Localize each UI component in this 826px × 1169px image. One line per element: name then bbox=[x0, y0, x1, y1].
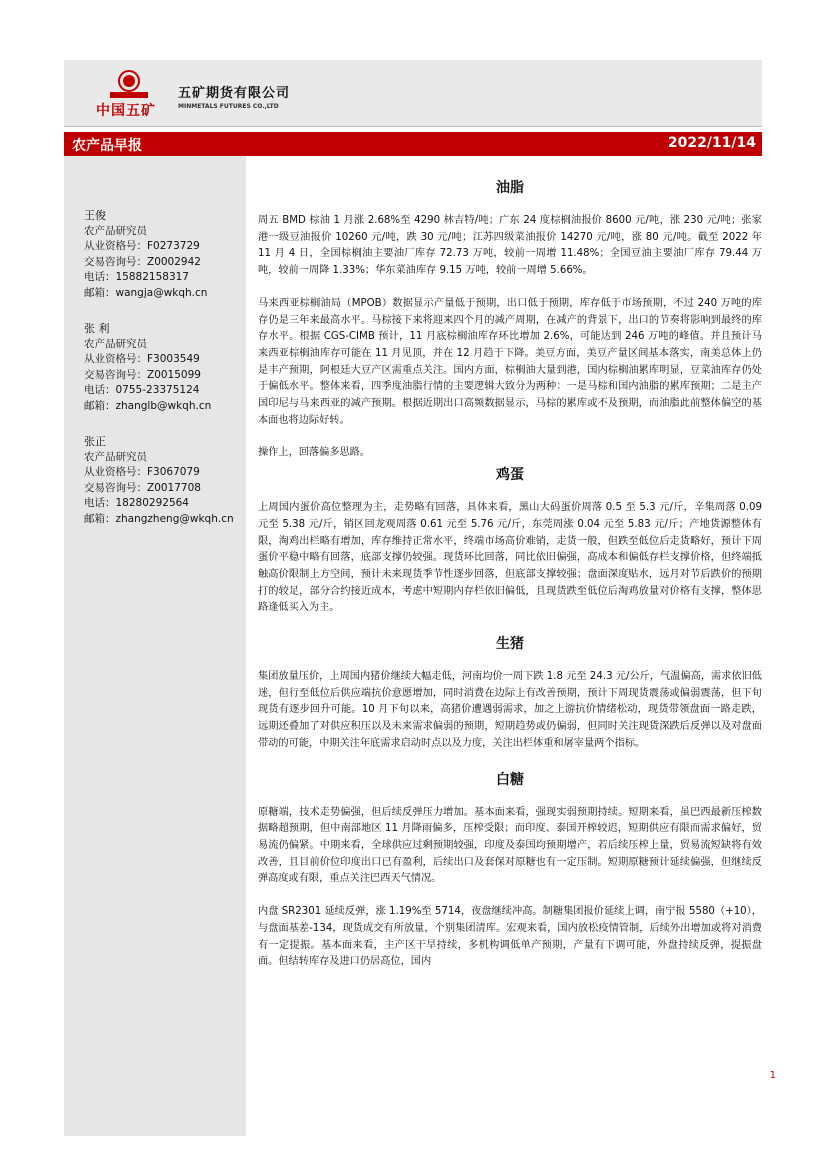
section-title-hog: 生猪 bbox=[496, 636, 524, 653]
page-number: 1 bbox=[769, 1070, 776, 1081]
analyst-email: 邮箱：wangja@wkqh.cn bbox=[84, 286, 208, 299]
analyst-email: 邮箱：zhangzheng@wkqh.cn bbox=[84, 512, 234, 525]
analyst-card bbox=[84, 434, 234, 527]
analyst-consult-id: 交易咨询号：Z0002942 bbox=[84, 255, 201, 268]
analyst-phone: 电话：15882158317 bbox=[84, 271, 189, 283]
analyst-name: 王俊 bbox=[84, 209, 106, 222]
analyst-email: 邮箱：zhanglb@wkqh.cn bbox=[84, 399, 212, 412]
analyst-qualification: 从业资格号：F3067079 bbox=[84, 466, 200, 478]
company-name-cn: 五矿期货有限公司 bbox=[178, 86, 291, 101]
sugar-paragraph-2: 内盘 SR2301 延续反弹，涨 1.19%至 5714，夜盘继续冲高。制糖集团报价延续上调，南宁报 5580（+10），与盘面基差-134，现货成交有所放量，个别集团清库。宏观来看，国内放松疫情管制，后续外出增加或将对消费有一定提振。基本面来看，主产区干旱持续，多机构调低单产预期，产量有下调可能，外盘持续反弹，提振盘面。但结转库存及进口仍居高位，国内 bbox=[258, 906, 762, 968]
logo-base bbox=[110, 92, 148, 98]
egg-paragraph-1: 上周国内蛋价高位整理为主，走势略有回落，具体来看，黑山大码蛋价周落 0.5 至 5.3 元/斤，辛集周落 0.09 元至 5.38 元/斤，销区回龙观周落 0.61 元至 5.76 元/斤，东莞周涨 0.04 元至 5.83 元/斤；产地货源整体有限，淘鸡出栏略有增加，库存维持正常水平，终端市场高价难销，走货一般，但跌至低位后走货略好，预计下周蛋价平稳中略有回落，底部支撑仍较强。现货环比回落，同比依旧偏强，高成本和偏低存栏支撑价格，但终端抵触高价限制上方空间，预计未来现货季节性逐步回落，但底部支撑较强；盘面深度贴水，远月对节后跌价的预期打的较足，部分合约接近成本，考虑中短期内存栏依旧偏低，且现货跌至低位后淘鸡放量对价格有支撑，整体思路逢低买入为主。 bbox=[258, 502, 762, 614]
analyst-card bbox=[84, 208, 207, 301]
analyst-qualification: 从业资格号：F3003549 bbox=[84, 353, 200, 365]
logo-text: 中国五矿 bbox=[96, 103, 156, 119]
analyst-phone: 电话：18280292564 bbox=[84, 497, 189, 509]
analyst-role: 农产品研究员 bbox=[84, 224, 147, 237]
header-band bbox=[64, 60, 762, 127]
section-title-oil: 油脂 bbox=[496, 180, 524, 196]
company-logo bbox=[96, 70, 160, 122]
report-date: 2022/11/14 bbox=[667, 135, 756, 151]
report-content bbox=[258, 175, 762, 971]
analyst-consult-id: 交易咨询号：Z0017708 bbox=[84, 481, 201, 494]
analyst-qualification: 从业资格号：F0273729 bbox=[84, 240, 200, 252]
oil-paragraph-3: 操作上，回落偏多思路。 bbox=[258, 447, 371, 459]
analyst-name: 张正 bbox=[84, 435, 106, 448]
company-name bbox=[178, 82, 290, 110]
oil-paragraph-2: 马来西亚棕榈油局（MPOB）数据显示产量低于预期，出口低于预期，库存低于市场预期，不过 240 万吨的库存仍是三年来最高水平。马棕接下来将迎来四个月的减产周期，在减产的背景下，出口的节奏将影响到最终的库存水平。根据 CGS-CIMB 预计，11 月底棕榈油库存环比增加 2.6%，可能达到 246 万吨的峰值。并且预计马来西亚棕榈油库存可能在 11 月见顶，并在 12 月趋于下降。美豆方面，美豆产量区间基本落实，南美总体上仍是丰产预期，阿根廷大豆产区需重点关注。国内方面，棕榈油大量到港，国内棕榈油累库明显，豆菜油库存仍处于偏低水平。整体来看，四季度油脂行情的主要逻辑大致分为两种：一是马棕和国内油脂的累库预期；二是主产国印尼与马来西亚的减产预期。根据近期出口高频数据显示，马棕的累库或不及预期，而油脂此前整体偏空的基本面也将边际好转。 bbox=[258, 297, 762, 426]
oil-paragraph-1: 周五 BMD 棕油 1 月涨 2.68%至 4290 林吉特/吨；广东 24 度棕榈油报价 8600 元/吨，涨 230 元/吨；张家港一级豆油报价 10260 元/吨，跌 30 元/吨；江苏四级菜油报价 14270 元/吨，涨 80 元/吨。截至 2022 年 11 月 4 日，全国棕榈油主要油厂库存 72.73 万吨，较前一周增 11.48%；全国豆油主要油厂库存 79.44 万吨，较前一周降 1.33%；华东菜油库存 9.15 万吨，较前一周增 5.66%。 bbox=[258, 215, 762, 277]
hog-paragraph-1: 集团放量压价，上周国内猪价继续大幅走低，河南均价一周下跌 1.8 元至 24.3 元/公斤，气温偏高，需求依旧低迷，但行至低位后供应端抗价意愿增加，同时消费在边际上有改善预期，预计下周现货震荡或偏弱震荡，但下旬现货有逐步回升可能。10 月下旬以来，高猪价遭遇弱需求，加之上游抗价情绪松动，现货带领盘面一路走跌，远期还叠加了对供应积压以及未来需求偏弱的预期，短期趋势或仍偏弱，但同时关注现货深跌后反弹以及对盘面带动的可能，中期关注年底需求启动时点以及力度，关注出栏体重和屠宰量两个指标。 bbox=[258, 671, 762, 749]
report-title-bar bbox=[64, 132, 762, 156]
analyst-role: 农产品研究员 bbox=[84, 337, 147, 350]
logo-emblem-icon bbox=[118, 70, 140, 92]
report-title: 农产品早报 bbox=[72, 138, 142, 154]
analyst-phone: 电话：0755-23375124 bbox=[84, 384, 200, 396]
analyst-name: 张 利 bbox=[84, 322, 110, 335]
section-title-sugar: 白糖 bbox=[496, 771, 524, 788]
section-title-egg: 鸡蛋 bbox=[496, 467, 524, 484]
company-name-en: MINMETALS FUTURES CO.,LTD bbox=[178, 103, 279, 110]
analyst-sidebar bbox=[64, 156, 246, 1136]
analyst-card bbox=[84, 321, 211, 414]
analyst-role: 农产品研究员 bbox=[84, 450, 147, 463]
analyst-consult-id: 交易咨询号：Z0015099 bbox=[84, 368, 201, 381]
sugar-paragraph-1: 原糖端，技术走势偏强，但后续反弹压力增加。基本面来看，强现实弱预期持续。短期来看，虽巴西最新压榨数据略超预期，但中南部地区 11 月降雨偏多，压榨受限；而印度、泰国开榨较迟，短期供应有限而需求偏好，贸易流仍偏紧。中期来看，全球供应过剩预期较强，印度及泰国均预期增产，若后续压榨上量，贸易流短缺将有效改善，且目前价位印度出口已有盈利，后续出口及套保对原糖也有一定压制。短期原糖预计延续偏强，但继续反弹高度或有限，重点关注巴西天气情况。 bbox=[258, 806, 762, 885]
